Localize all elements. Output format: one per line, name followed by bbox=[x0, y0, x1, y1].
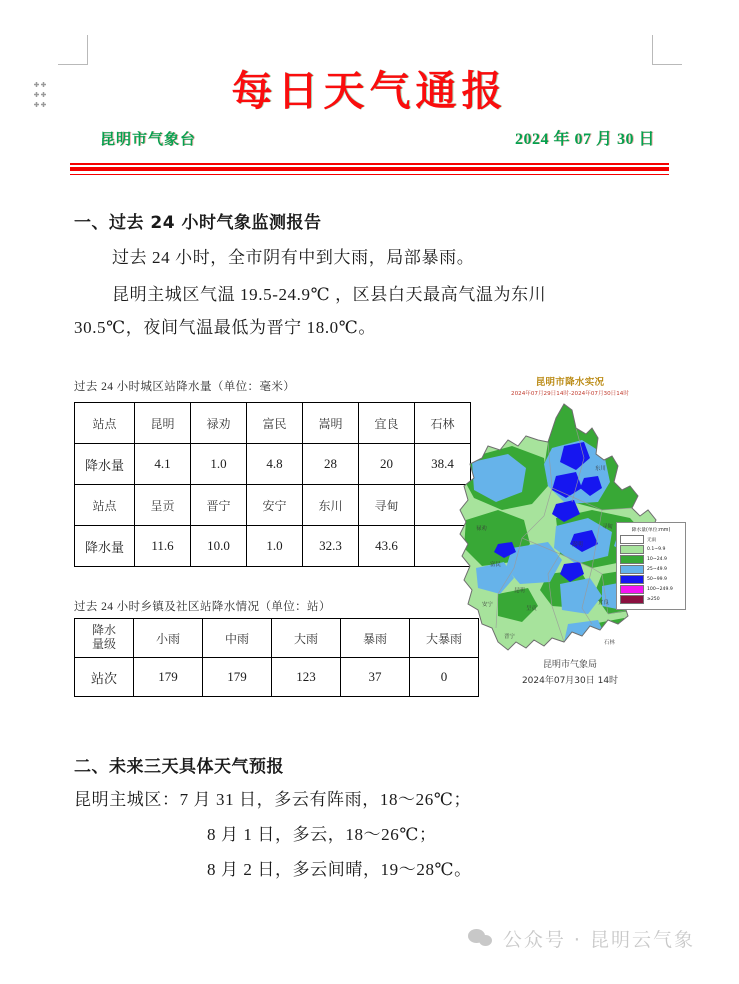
township-precipitation-table bbox=[74, 618, 479, 697]
legend-swatch bbox=[620, 565, 644, 574]
station-cell: 寻甸 bbox=[359, 485, 415, 526]
station-cell: 禄劝 bbox=[191, 403, 247, 444]
row-label: 站点 bbox=[75, 403, 135, 444]
map-legend bbox=[616, 522, 686, 610]
legend-label: 100~249.9 bbox=[647, 587, 673, 592]
row-label: 降水量 bbox=[75, 444, 135, 485]
table-row bbox=[75, 444, 471, 485]
count-cell: 179 bbox=[134, 658, 203, 697]
legend-label: ≥250 bbox=[647, 597, 660, 602]
grade-header bbox=[75, 619, 134, 658]
header-divider bbox=[70, 163, 669, 175]
station-cell: 安宁 bbox=[247, 485, 303, 526]
issue-date: 2024 年 07 月 30 日 bbox=[514, 131, 655, 148]
map-label-xundian: 寻甸 bbox=[602, 524, 613, 530]
map-subtitle: 2024年07月29日14时-2024年07月30日14时 bbox=[511, 391, 629, 397]
station-cell: 石林 bbox=[415, 403, 471, 444]
map-label-dongchuan: 东川 bbox=[595, 466, 606, 472]
map-label-chenggong: 呈贡 bbox=[526, 606, 537, 612]
station-cell: 嵩明 bbox=[303, 403, 359, 444]
section-1-para-1: 过去 24 小时，全市阴有中到大雨，局部暴雨。 bbox=[112, 248, 475, 267]
legend-item bbox=[620, 555, 682, 564]
legend-item bbox=[620, 585, 682, 594]
map-label-yiliang: 宜良 bbox=[598, 600, 609, 606]
value-cell: 20 bbox=[359, 444, 415, 485]
page-title: 每日天气通报 bbox=[231, 67, 508, 115]
section-1-heading: 一、过去 24 小时气象监测报告 bbox=[74, 213, 322, 233]
value-cell: 11.6 bbox=[135, 526, 191, 567]
map-label-shilin: 石林 bbox=[604, 640, 615, 646]
legend-swatch bbox=[620, 575, 644, 584]
value-cell: 4.1 bbox=[135, 444, 191, 485]
table-row bbox=[75, 485, 471, 526]
station-cell: 宜良 bbox=[359, 403, 415, 444]
table-row bbox=[75, 658, 479, 697]
station-cell: 富民 bbox=[247, 403, 303, 444]
count-cell: 123 bbox=[272, 658, 341, 697]
legend-swatch bbox=[620, 595, 644, 604]
map-label-jinning: 晋宁 bbox=[504, 634, 515, 640]
map-label-songming: 嵩明 bbox=[572, 542, 583, 548]
value-cell: 1.0 bbox=[191, 444, 247, 485]
value-cell: 38.4 bbox=[415, 444, 471, 485]
wechat-icon bbox=[468, 929, 494, 949]
legend-label: 无雨 bbox=[647, 537, 657, 543]
station-cell: 晋宁 bbox=[191, 485, 247, 526]
value-cell: 10.0 bbox=[191, 526, 247, 567]
forecast-line-3: 8 月 2 日，多云间晴，19～28℃。 bbox=[207, 860, 472, 879]
table-row bbox=[75, 526, 471, 567]
station-cell: 呈贡 bbox=[135, 485, 191, 526]
legend-swatch bbox=[620, 555, 644, 564]
level-cell: 大暴雨 bbox=[410, 619, 479, 658]
station-cell: 东川 bbox=[303, 485, 359, 526]
value-cell: 32.3 bbox=[303, 526, 359, 567]
section-2-heading: 二、未来三天具体天气预报 bbox=[74, 757, 284, 777]
legend-title: 降水量(单位:mm) bbox=[631, 528, 671, 533]
value-cell: 28 bbox=[303, 444, 359, 485]
legend-swatch bbox=[620, 545, 644, 554]
map-label-kunming: 昆明 bbox=[514, 588, 525, 594]
legend-item bbox=[620, 545, 682, 554]
legend-item bbox=[620, 575, 682, 584]
value-cell: 1.0 bbox=[247, 526, 303, 567]
legend-label: 10~24.9 bbox=[647, 557, 667, 562]
map-label-anning: 安宁 bbox=[482, 602, 493, 608]
row-label: 站点 bbox=[75, 485, 135, 526]
map-title: 昆明市降水实况 bbox=[535, 377, 605, 388]
issuing-office: 昆明市气象台 bbox=[100, 132, 197, 148]
legend-item bbox=[620, 535, 682, 544]
map-label-fumin: 富民 bbox=[490, 562, 501, 568]
grade-header-line-1: 降水 bbox=[91, 623, 116, 638]
row-label: 降水量 bbox=[75, 526, 135, 567]
forecast-line-1: 昆明主城区：7 月 31 日，多云有阵雨，18～26℃； bbox=[74, 790, 472, 809]
count-cell: 37 bbox=[341, 658, 410, 697]
legend-swatch bbox=[620, 585, 644, 594]
legend-label: 0.1~9.9 bbox=[647, 547, 666, 552]
city-precipitation-table bbox=[74, 402, 471, 567]
row-label: 站次 bbox=[75, 658, 134, 697]
map-footer-time: 2024年07月30日 14时 bbox=[521, 676, 619, 686]
level-cell: 大雨 bbox=[272, 619, 341, 658]
legend-label: 50~99.9 bbox=[647, 577, 667, 582]
watermark-text: 公众号 · 昆明云气象 bbox=[502, 929, 695, 951]
forecast-line-2: 8 月 1 日，多云，18～26℃； bbox=[207, 825, 437, 844]
legend-item bbox=[620, 595, 682, 604]
table-2-caption: 过去 24 小时乡镇及社区站降水情况（单位：站） bbox=[74, 601, 331, 613]
table-row bbox=[75, 619, 479, 658]
section-1-para-2: 昆明主城区气温 19.5-24.9℃ ，区县白天最高气温为东川 bbox=[112, 285, 547, 304]
level-cell: 暴雨 bbox=[341, 619, 410, 658]
legend-item bbox=[620, 565, 682, 574]
legend-swatch bbox=[620, 535, 644, 544]
value-cell: 43.6 bbox=[359, 526, 415, 567]
wechat-watermark bbox=[468, 925, 695, 952]
map-label-luquan: 禄劝 bbox=[476, 526, 487, 532]
section-1-para-3: 30.5℃，夜间气温最低为晋宁 18.0℃。 bbox=[74, 318, 376, 337]
table-row bbox=[75, 403, 471, 444]
grade-header-line-2: 量级 bbox=[91, 637, 116, 651]
legend-label: 25~49.9 bbox=[647, 567, 667, 572]
level-cell: 中雨 bbox=[203, 619, 272, 658]
station-cell: 昆明 bbox=[135, 403, 191, 444]
map-footer-org: 昆明市气象局 bbox=[542, 660, 597, 670]
precipitation-map bbox=[452, 372, 688, 692]
table-1-caption: 过去 24 小时城区站降水量（单位：毫米） bbox=[74, 381, 296, 393]
level-cell: 小雨 bbox=[134, 619, 203, 658]
count-cell: 179 bbox=[203, 658, 272, 697]
count-cell: 0 bbox=[410, 658, 479, 697]
value-cell: 4.8 bbox=[247, 444, 303, 485]
